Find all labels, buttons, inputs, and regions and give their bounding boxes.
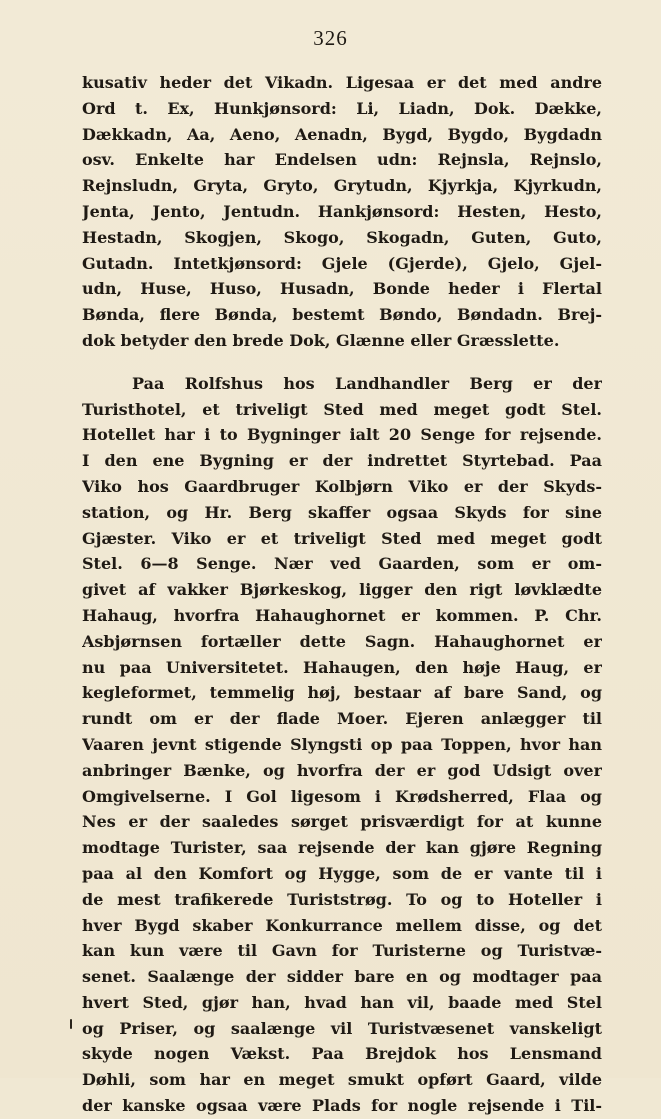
text-line: Gjæster. Viko er et triveligt Sted med meget godt <box>82 528 602 548</box>
text-line: osv. Enkelte har Endelsen udn: Rejnsla, Rejnslo, <box>82 150 602 170</box>
text-line: de mest trafikerede Turiststrøg. To og to Hoteller i <box>82 889 602 909</box>
page-number: 326 <box>313 26 348 50</box>
text-line: hver Bygd skaber Konkurrance mellem disse, og det <box>82 915 602 935</box>
text-line: Hahaug, hvorfra Hahaughornet er kommen. P. Chr. <box>82 605 602 625</box>
text-line: Ord t. Ex, Hunkjønsord: Li, Liadn, Dok. Dække, <box>82 98 602 118</box>
text-line: Døhli, som har en meget smukt opført Gaard, vilde <box>82 1070 602 1090</box>
text-line: I den ene Bygning er der indrettet Styrtebad. Paa <box>82 451 602 471</box>
text-line: der kanske ogsaa være Plads for nogle rejsende i Til- <box>82 1096 602 1116</box>
text-line: anbringer Bænke, og hvorfra der er god Udsigt over <box>82 760 602 780</box>
ink-speck <box>70 1019 72 1029</box>
text-line: Jenta, Jento, Jentudn. Hankjønsord: Hesten, Hesto, <box>82 201 602 221</box>
text-line: skyde nogen Vækst. Paa Brejdok hos Lensmand <box>82 1044 602 1064</box>
text-line: rundt om er der flade Moer. Ejeren anlægger til <box>82 709 602 729</box>
text-line: Omgivelserne. I Gol ligesom i Krødsherred, Flaa og <box>82 786 602 806</box>
text-line: Dækkadn, Aa, Aeno, Aenadn, Bygd, Bygdo, Bygdadn <box>82 124 602 144</box>
text-line: Rejnsludn, Gryta, Gryto, Grytudn, Kjyrkja, Kjyrkudn, <box>82 176 602 196</box>
text-line: og Priser, og saalænge vil Turistvæsenet vanskeligt <box>82 1018 602 1038</box>
text-line: Hestadn, Skogjen, Skogo, Skogadn, Guten, Guto, <box>82 227 602 247</box>
text-line: Stel. 6—8 Senge. Nær ved Gaarden, som er om- <box>82 554 602 574</box>
text-line: Nes er der saaledes sørget prisværdigt for at kunne <box>82 812 602 832</box>
text-line: Paa Rolfshus hos Landhandler Berg er der <box>132 373 602 393</box>
text-line: Turisthotel, et triveligt Sted med meget godt Stel. <box>82 399 602 419</box>
text-line: givet af vakker Bjørkeskog, ligger den rigt løvklædte <box>82 580 602 600</box>
text-line: kan kun være til Gavn for Turisterne og Turistvæ- <box>82 941 602 961</box>
paragraph-1 <box>82 70 602 354</box>
text-line: Vaaren jevnt stigende Slyngsti op paa Toppen, hvor han <box>82 734 602 754</box>
paragraph-2 <box>82 371 602 1119</box>
text-line: kegleformet, temmelig høj, bestaar af bare Sand, og <box>82 683 602 703</box>
text-line: Viko hos Gaardbruger Kolbjørn Viko er der Skyds- <box>82 476 602 496</box>
text-line: dok betyder den brede Dok, Glænne eller Græsslette. <box>82 330 560 350</box>
text-line: Asbjørnsen fortæller dette Sagn. Hahaughornet er <box>82 631 602 651</box>
text-line: udn, Huse, Huso, Husadn, Bonde heder i Flertal <box>82 279 602 299</box>
paragraph-gap <box>82 354 602 371</box>
text-line: hvert Sted, gjør han, hvad han vil, baade med Stel <box>82 992 602 1012</box>
text-line: Gutadn. Intetkjønsord: Gjele (Gjerde), Gjelo, Gjel- <box>82 253 602 273</box>
body-text <box>82 70 602 1119</box>
text-line: kusativ heder det Vikadn. Ligesaa er det med andre <box>82 73 602 92</box>
text-line: Bønda, flere Bønda, bestemt Bøndo, Bøndadn. Brej- <box>82 305 602 325</box>
text-line: station, og Hr. Berg skaffer ogsaa Skyds for sine <box>82 502 602 522</box>
text-line: modtage Turister, saa rejsende der kan gjøre Regning <box>82 838 602 858</box>
text-line: senet. Saalænge der sidder bare en og modtager paa <box>82 967 602 987</box>
text-line: Hotellet har i to Bygninger ialt 20 Senge for rejsende. <box>82 425 602 445</box>
text-line: paa al den Komfort og Hygge, som de er vante til i <box>82 863 602 883</box>
text-line: nu paa Universitetet. Hahaugen, den høje Haug, er <box>82 657 602 677</box>
